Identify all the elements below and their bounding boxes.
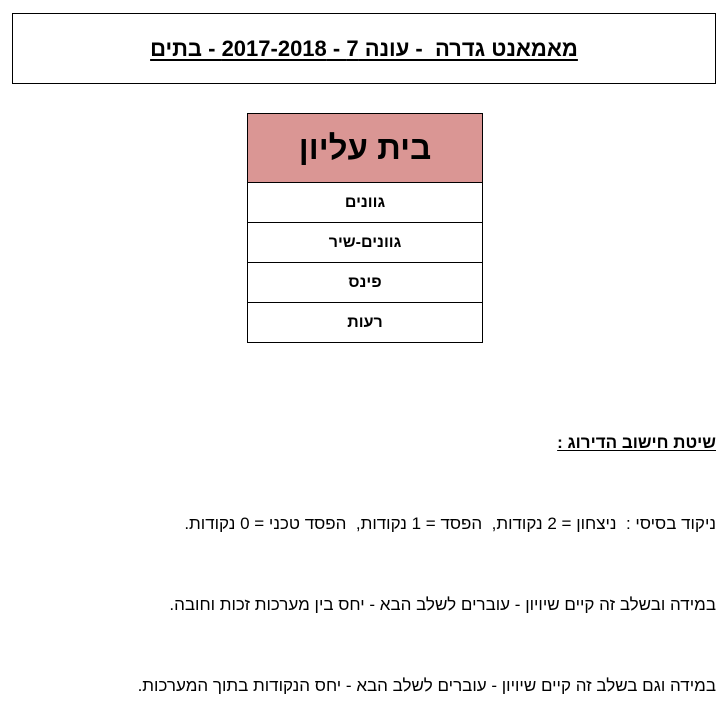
team-row: רעות: [347, 313, 383, 331]
scoring-line-basic: ניקוד בסיסי : ניצחון = 2 נקודות, הפסד = 1 נקודות, הפסד טכני = 0 נקודות.: [184, 514, 716, 533]
house-name: בית עליון: [248, 114, 482, 183]
team-row: גוונים: [248, 183, 482, 223]
scoring-title: שיטת חישוב הדירוג :: [557, 433, 716, 452]
team-row: גוונים-שיר: [248, 223, 482, 263]
scoring-method: [138, 375, 716, 726]
scoring-line-tiebreak-1: במידה ובשלב זה קיים שיויון - עוברים לשלב הבא - יחס בין מערכות זכות וחובה.: [169, 595, 716, 614]
scoring-line-tiebreak-2: במידה וגם בשלב זה קיים שיויון - עוברים לשלב הבא - יחס הנקודות בתוך המערכות.: [137, 676, 716, 695]
page-title: מאמאנט גדרה - עונה 7 - 2017-2018 - בתים: [150, 35, 578, 61]
team-row: פינס: [248, 263, 482, 303]
title-box: [12, 13, 716, 84]
house-table: [247, 113, 483, 343]
